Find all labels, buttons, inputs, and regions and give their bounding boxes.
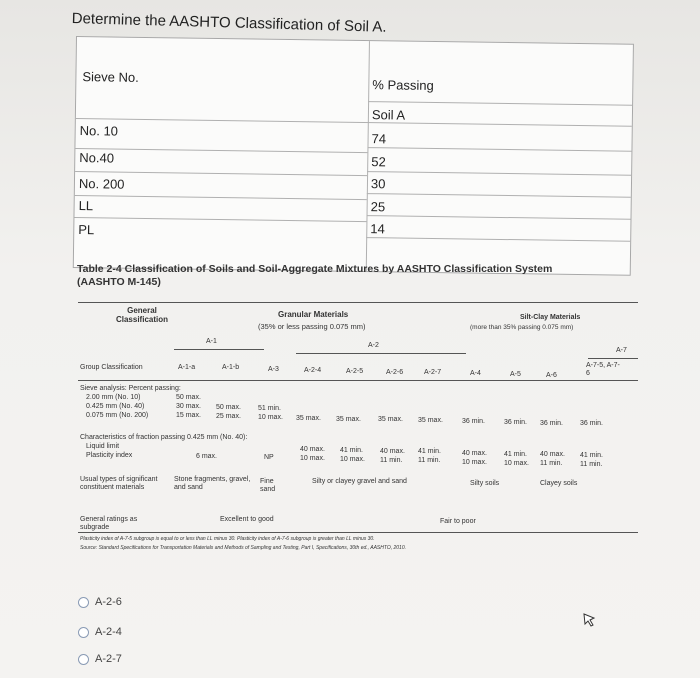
- value: 36 min.: [540, 420, 563, 427]
- value: 10 max.: [340, 456, 365, 463]
- granular-header: Granular Materials: [278, 310, 349, 319]
- value: 35 max.: [296, 415, 321, 422]
- value: 50 max.: [216, 404, 241, 411]
- rule: [78, 532, 638, 533]
- row-divider: [367, 147, 631, 152]
- value: 25 max.: [216, 413, 241, 420]
- rule: [78, 302, 638, 303]
- general-classification-header: General Classification: [115, 306, 168, 324]
- value: 30 max.: [176, 403, 201, 410]
- table-caption: Table 2-4 Classification of Soils and Soil-Aggregate Mixtures by AASHTO Classification System (AASHTO M-145): [77, 263, 553, 288]
- general-ratings-label: General ratings as subgrade: [80, 516, 138, 531]
- value: 41 min.: [340, 447, 363, 454]
- fair-to-poor: Fair to poor: [440, 518, 476, 525]
- group-a-7: A-7-5, A-7-6: [586, 362, 620, 377]
- question-title: Determine the AASHTO Classification of Soil A.: [71, 10, 387, 36]
- group-a-2-7: A-2-7: [424, 369, 442, 376]
- row-label: LL: [78, 198, 94, 214]
- value: 11 min.: [418, 457, 441, 464]
- rule: [296, 353, 466, 354]
- footnote: Plasticity index of A-7-5 subgroup is equal to or less than LL minus 30. Plasticity index of A-7-6 subgroup is greater than LL minus 30.: [80, 536, 375, 542]
- value: 36 min.: [504, 419, 527, 426]
- value: 6 max.: [196, 453, 218, 460]
- row-value: 25: [370, 199, 386, 215]
- option-a-2-7[interactable]: [78, 653, 122, 665]
- value: 50 max.: [176, 394, 201, 401]
- row-divider: [75, 171, 367, 176]
- value: 11 min.: [380, 457, 403, 464]
- liquid-limit-label: Liquid limit: [86, 443, 120, 450]
- radio-button[interactable]: [78, 654, 89, 665]
- sieve-no200: 0.075 mm (No. 200): [86, 412, 149, 419]
- value: 15 max.: [176, 412, 201, 419]
- row-divider: [367, 215, 631, 220]
- aashto-classification-table: [78, 300, 638, 565]
- granular-subheader: (35% or less passing 0.075 mm): [258, 322, 366, 331]
- value: 36 min.: [462, 418, 485, 425]
- a7-header: A-7: [616, 347, 627, 354]
- value: 10 max.: [462, 459, 487, 466]
- value: 35 max.: [378, 416, 403, 423]
- row-label: No.40: [79, 150, 115, 166]
- value: 35 max.: [336, 416, 361, 423]
- row-divider: [75, 148, 367, 153]
- option-a-2-4[interactable]: [78, 626, 122, 638]
- characteristics-label: Characteristics of fraction passing 0.425 mm (No. 40):: [80, 434, 248, 441]
- row-value: 52: [371, 154, 386, 170]
- value: 40 max.: [462, 450, 487, 457]
- value: 10 max.: [258, 414, 283, 421]
- usual-types-label: Usual types of significant constituent materials: [80, 476, 158, 491]
- rule: [78, 380, 638, 381]
- rule: [588, 358, 638, 359]
- sieve-table: [73, 36, 634, 276]
- group-label: Group Classification: [80, 364, 143, 371]
- row-divider: [367, 171, 631, 176]
- header-percent-passing: % Passing: [372, 77, 434, 93]
- sieve-analysis-label: Sieve analysis: Percent passing:: [80, 385, 181, 392]
- group-a-3: A-3: [268, 366, 279, 373]
- value: 40 max.: [380, 448, 405, 455]
- value: 11 min.: [580, 461, 603, 468]
- option-label: A-2-6: [95, 596, 122, 608]
- value: 41 min.: [504, 451, 527, 458]
- row-divider: [367, 193, 631, 198]
- group-a-1-b: A-1-b: [222, 364, 240, 371]
- value: 41 min.: [580, 452, 603, 459]
- value: 10 max.: [504, 460, 529, 467]
- source-note: Source: Standard Specifications for Transportation Materials and Methods of Sampling and Testing, Part I, Specifications, 30th ed., AASHTO, 2010.: [80, 545, 407, 551]
- group-a-2-6: A-2-6: [386, 369, 404, 376]
- group-a-1-a: A-1-a: [178, 364, 196, 371]
- sieve-no10: 2.00 mm (No. 10): [86, 394, 141, 401]
- group-a-6: A-6: [546, 372, 557, 379]
- rule: [174, 349, 264, 350]
- option-label: A-2-7: [95, 653, 122, 665]
- row-label: PL: [78, 222, 95, 238]
- row-divider: [75, 195, 367, 200]
- header-sieve-no: Sieve No.: [82, 69, 139, 85]
- value: NP: [264, 454, 274, 461]
- silty-soils: Silty soils: [470, 480, 500, 487]
- value: 10 max.: [300, 455, 325, 462]
- value: 11 min.: [540, 460, 563, 467]
- header-soil-a: Soil A: [371, 107, 406, 123]
- a2-header: A-2: [368, 342, 379, 349]
- siltclay-subheader: (more than 35% passing 0.075 mm): [470, 324, 574, 331]
- pointer-cursor-icon: [582, 612, 596, 628]
- radio-button[interactable]: [78, 627, 89, 638]
- value: 51 min.: [258, 405, 281, 412]
- siltclay-header: Silt-Clay Materials: [520, 314, 581, 321]
- group-a-4: A-4: [470, 370, 481, 377]
- radio-button[interactable]: [78, 597, 89, 608]
- value: 41 min.: [418, 448, 441, 455]
- sieve-no40: 0.425 mm (No. 40): [86, 403, 145, 410]
- row-divider: [76, 118, 632, 127]
- stone-fragments: Stone fragments, gravel, and sand: [174, 476, 251, 491]
- row-divider: [74, 217, 366, 222]
- silty-clayey-gravel: Silty or clayey gravel and sand: [312, 478, 407, 485]
- clayey-soils: Clayey soils: [540, 480, 578, 487]
- row-value: 14: [370, 221, 385, 237]
- row-divider: [366, 237, 630, 242]
- row-label: No. 10: [79, 123, 119, 139]
- row-value: 30: [370, 176, 386, 192]
- excellent-to-good: Excellent to good: [220, 516, 274, 523]
- group-a-2-5: A-2-5: [346, 368, 364, 375]
- row-divider: [368, 101, 632, 106]
- row-value: 74: [371, 131, 387, 147]
- a1-header: A-1: [206, 338, 217, 345]
- group-a-2-4: A-2-4: [304, 367, 322, 374]
- value: 40 max.: [540, 451, 565, 458]
- value: 36 min.: [580, 420, 603, 427]
- value: 35 max.: [418, 417, 443, 424]
- row-label: No. 200: [78, 176, 125, 192]
- fine-sand: Fine sand: [260, 478, 276, 493]
- plasticity-index-label: Plasticity index: [86, 452, 133, 459]
- option-label: A-2-4: [95, 626, 122, 638]
- value: 40 max.: [300, 446, 325, 453]
- option-a-2-6[interactable]: [78, 596, 122, 608]
- group-a-5: A-5: [510, 371, 521, 378]
